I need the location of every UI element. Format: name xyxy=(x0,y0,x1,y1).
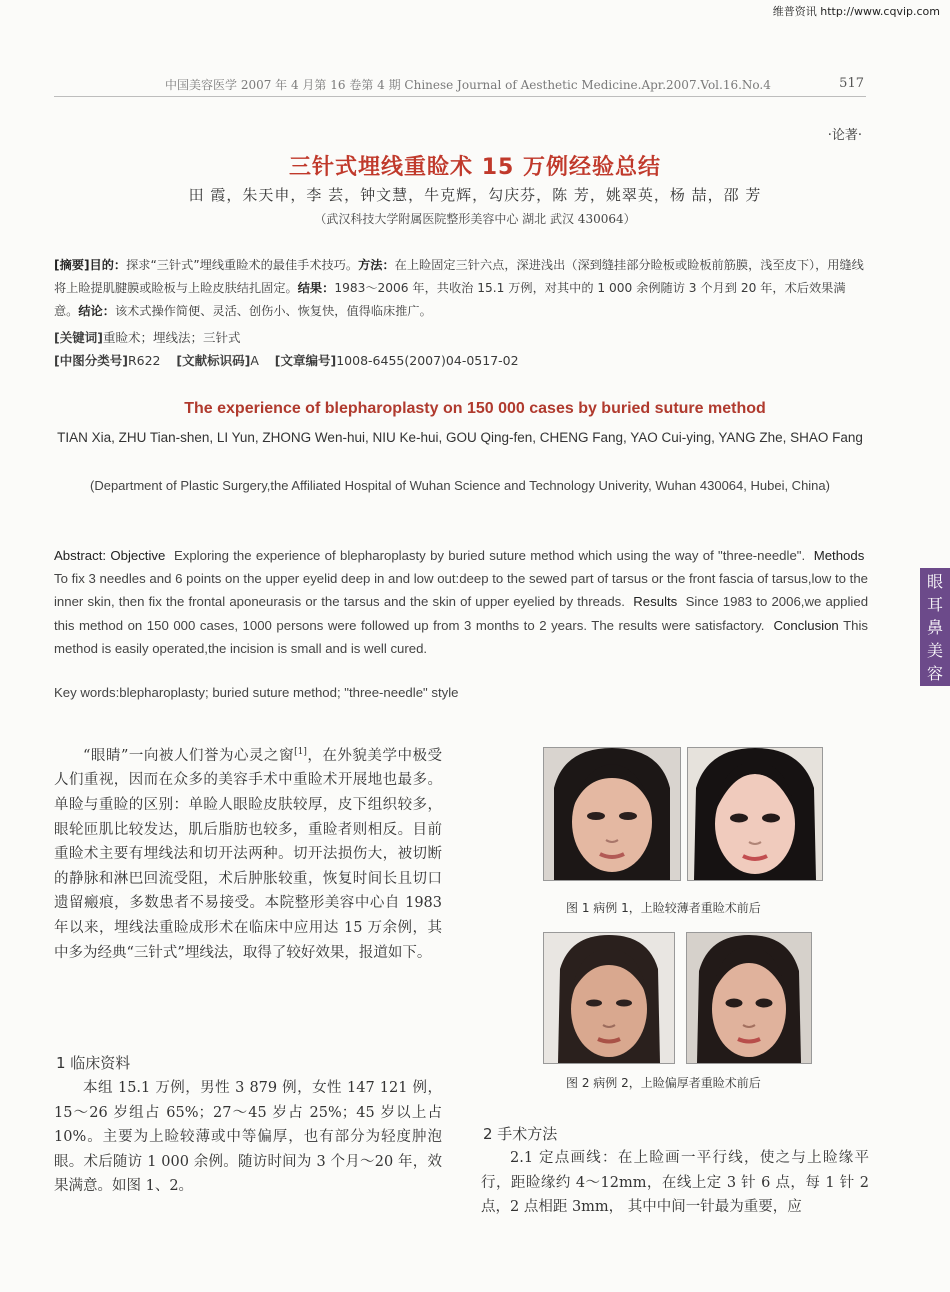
affiliation-cn: （武汉科技大学附属医院整形美容中心 湖北 武汉 430064） xyxy=(314,212,636,226)
intro-text-pre: “眼睛”一向被人们誉为心灵之窗 xyxy=(83,747,295,764)
figure-2-after-photo xyxy=(686,932,812,1064)
watermark: 维普资讯 http://www.cqvip.com xyxy=(772,5,940,18)
abstract-en-concl-label: Conclusion xyxy=(773,617,839,633)
intro-paragraph xyxy=(54,740,442,965)
citation-ref: [1] xyxy=(294,747,307,757)
title-en: The experience of blepharoplasty on 150 000 cases by buried suture method xyxy=(184,400,766,417)
figure-2-before-photo xyxy=(543,932,675,1064)
abstract-cn-concl: 该术式操作简便、灵活、创伤小、恢复快，值得临床推广。 xyxy=(114,304,432,318)
article-no-value: 1008-6455(2007)04-0517-02 xyxy=(336,353,519,368)
figure-1-after-photo xyxy=(687,747,823,881)
section-2-paragraph: 2.1 定点画线：在上睑画一平行线，使之与上睑缘平行，距睑缘约 4～12mm，在线上定 3 针 6 点，每 1 针 2 点，2 点相距 3mm， 其中中间一针最为重要，应 xyxy=(481,1150,869,1216)
abstract-en-result: Since 1983 to 2006,we applied this method on 150 000 cases, 1000 persons were followed up from 3 months to 2 years. The results were satisfactory. xyxy=(54,594,869,633)
abstract-en-obj-label: Objective xyxy=(110,548,166,563)
header-rule xyxy=(54,96,866,97)
abstract-cn-method: 在上睑固定三针六点，深进浅出（深到缝挂部分睑板或睑板前筋膜，浅至皮下），用缝线将上睑提肌腱膜或睑板与上睑皮肤结扎固定。 xyxy=(54,258,864,295)
abstract-cn-result-label: 结果： xyxy=(297,281,335,295)
intro-text-post: ，在外貌美学中极受人们重视，因而在众多的美容手术中重睑术开展地也最多。单睑与重睑的区别：单睑人眼睑皮肤较厚，皮下组织较多，眼轮匝肌比较发达，肌后脂肪也较多，重睑者则相反。目前重睑术主要有埋线法和切开法两种。切开法损伤大，被切断的静脉和淋巴回流受阻，术后肿胀较重，恢复时间长且切口遗留瘢痕，多数患者不易接受。本院整形美容中心自 1983 年以来，埋线法重睑成形术在临床中应用达 15 万余例，其中多为经典“三针式”埋线法，取得了较好效果，报道如下。 xyxy=(54,747,443,961)
abstract-cn-obj-label: 目的： xyxy=(89,258,127,272)
section-1-text xyxy=(54,1076,442,1199)
running-head: 中国美容医学 2007 年 4 月第 16 卷第 4 期 Chinese Journal of Aesthetic Medicine.Apr.2007.Vol.16.No.4 xyxy=(165,78,771,92)
side-tab-char: 美 xyxy=(926,641,943,660)
article-no-label: [文章编号] xyxy=(274,353,337,368)
clc-value: R622 xyxy=(127,353,161,368)
side-tab-char: 鼻 xyxy=(926,618,943,637)
abstract-cn-concl-label: 结论： xyxy=(78,304,115,318)
authors-cn: 田 霞，朱天申，李 芸，钟文慧，牛克辉，勾庆芬，陈 芳，姚翠英，杨 喆，邵 芳 xyxy=(188,186,762,204)
affiliation-en: (Department of Plastic Surgery,the Affiliated Hospital of Wuhan Science and Technology Univerity, Wuhan 430064, Hubei, China) xyxy=(90,478,830,493)
abstract-cn xyxy=(54,254,868,323)
section-1-heading: 1 临床资料 xyxy=(56,1054,131,1072)
abstract-en xyxy=(54,544,868,660)
abstract-cn-result: 1983～2006 年，共收治 15.1 万例，对其中的 1 000 余例随访 3 个月到 20 年，术后效果满意。 xyxy=(54,281,846,318)
classification xyxy=(54,349,519,372)
side-tab-char: 耳 xyxy=(926,595,943,614)
keywords-en-label: Key words: xyxy=(54,685,120,700)
page-number: 517 xyxy=(839,76,864,91)
clc-label: [中图分类号] xyxy=(54,353,128,368)
section-side-tab xyxy=(920,568,950,686)
section-1-paragraph: 本组 15.1 万例，男性 3 879 例，女性 147 121 例，15～26 岁组占 65%；27～45 岁占 25%；45 岁以上占 10%。主要为上睑较薄或中等偏厚，也有部分为轻度肿泡眼。术后随访 1 000 余例。随访时间为 3 个月～20 年，效果满意。如图 1、2。 xyxy=(54,1080,442,1195)
abstract-en-obj: Exploring the experience of blepharoplasty by buried suture method which using the way of "three-needle". xyxy=(173,548,806,563)
keywords-cn xyxy=(54,326,519,349)
section-2-heading: 2 手术方法 xyxy=(483,1125,558,1143)
section-label: ·论著· xyxy=(827,128,862,143)
side-tab-char: 容 xyxy=(926,664,943,683)
abstract-en-label: Abstract: xyxy=(54,548,107,563)
doc-code-value: A xyxy=(250,353,259,368)
keywords-cn-text: 重睑术；埋线法；三针式 xyxy=(102,330,241,345)
section-2-text xyxy=(481,1146,869,1220)
abstract-en-method: To fix 3 needles and 6 points on the upper eyelid deep in and low out:deep to the sewed part of tarsus or the front fascia of tarsus,low to the inner skin, then fix the frontal aponeurasis or the tarsus and the skin of upper eyelied by threads. xyxy=(54,571,868,610)
abstract-cn-label: [摘要] xyxy=(54,258,90,272)
figure-2-caption: 图 2 病例 2，上睑偏厚者重睑术前后 xyxy=(566,1076,761,1090)
meta-block xyxy=(54,326,519,372)
abstract-cn-method-label: 方法： xyxy=(358,258,395,272)
keywords-en xyxy=(54,685,458,700)
doc-code-label: [文献标识码] xyxy=(176,353,251,368)
abstract-en-concl: This method is easily operated,the incision is small and is well cured. xyxy=(54,617,868,656)
figure-1-before-photo xyxy=(543,747,681,881)
abstract-en-method-label: Methods xyxy=(813,548,865,563)
abstract-cn-obj: 探求“三针式”埋线重睑术的最佳手术技巧。 xyxy=(126,258,359,272)
authors-en: TIAN Xia, ZHU Tian-shen, LI Yun, ZHONG Wen-hui, NIU Ke-hui, GOU Qing-fen, CHENG Fang, YAO Cui-ying, YANG Zhe, SHAO Fang xyxy=(57,430,863,445)
keywords-cn-label: [关键词] xyxy=(54,330,103,345)
figure-1-caption: 图 1 病例 1，上睑较薄者重睑术前后 xyxy=(566,901,761,915)
keywords-en-text: blepharoplasty; buried suture method; "three-needle" style xyxy=(119,685,459,700)
side-tab-char: 眼 xyxy=(926,572,943,591)
title-cn: 三针式埋线重睑术 15 万例经验总结 xyxy=(289,155,661,180)
abstract-en-result-label: Results xyxy=(633,594,678,610)
